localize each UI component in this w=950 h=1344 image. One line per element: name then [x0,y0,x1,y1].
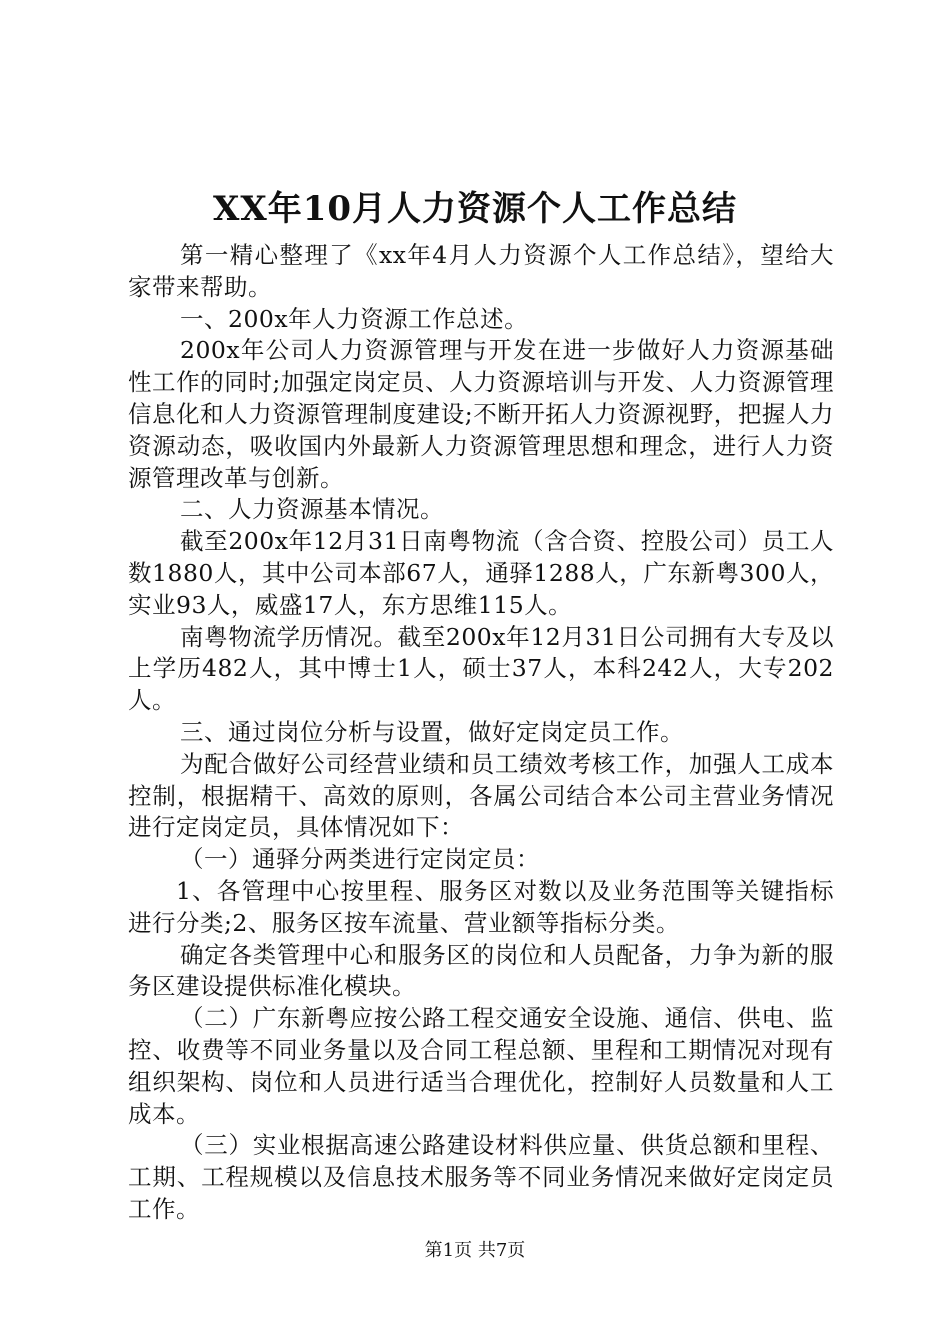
body-paragraph: 截至200x年12月31日南粤物流（含合资、控股公司）员工人数1880人，其中公司本部67人，通驿1288人，广东新粤300人，实业93人，威盛17人，东方思维115人。 [128,527,834,619]
sub-heading-1: （一）通驿分两类进行定岗定员： [180,845,540,874]
section-heading-1: 一、200x年人力资源工作总述。 [180,304,529,333]
body-paragraph: 200x年公司人力资源管理与开发在进一步做好人力资源基础性工作的同时;加强定岗定员、人力资源培训与开发、人力资源管理信息化和人力资源管理制度建设;不断开拓人力资源视野，把握人力资源动态，吸收国内外最新人力资源管理思想和理念，进行人力资源管理改革与创新。 [128,336,834,492]
section-heading-3: 三、通过岗位分析与设置，做好定岗定员工作。 [180,717,684,746]
sub-heading-3-paragraph: （三）实业根据高速公路建设材料供应量、供货总额和里程、工期、工程规模以及信息技术服务等不同业务情况来做好定岗定员工作。 [128,1131,834,1223]
intro-paragraph: 第一精心整理了《xx年4月人力资源个人工作总结》，望给大家带来帮助。 [128,241,834,301]
list-paragraph: 1、各管理中心按里程、服务区对数以及业务范围等关键指标进行分类;2、服务区按车流量、营业额等指标分类。 [128,876,834,937]
body-paragraph: 为配合做好公司经营业绩和员工绩效考核工作，加强人工成本控制，根据精干、高效的原则，各属公司结合本公司主营业务情况进行定岗定员，具体情况如下： [128,749,834,842]
page-number-footer: 第1页 共7页 [424,1240,526,1261]
sub-heading-2-paragraph: （二）广东新粤应按公路工程交通安全设施、通信、供电、监控、收费等不同业务量以及合同工程总额、里程和工期情况对现有组织架构、岗位和人员进行适当合理优化，控制好人员数量和人工成本。 [128,1004,834,1128]
section-heading-2: 二、人力资源基本情况。 [180,495,444,524]
document-body [128,240,834,1226]
document-title: XX年10月人力资源个人工作总结 [212,189,738,229]
body-paragraph: 南粤物流学历情况。截至200x年12月31日公司拥有大专及以上学历482人，其中博士1人，硕士37人，本科242人，大专202人。 [128,622,834,715]
body-paragraph: 确定各类管理中心和服务区的岗位和人员配备，力争为新的服务区建设提供标准化模块。 [128,940,834,1001]
